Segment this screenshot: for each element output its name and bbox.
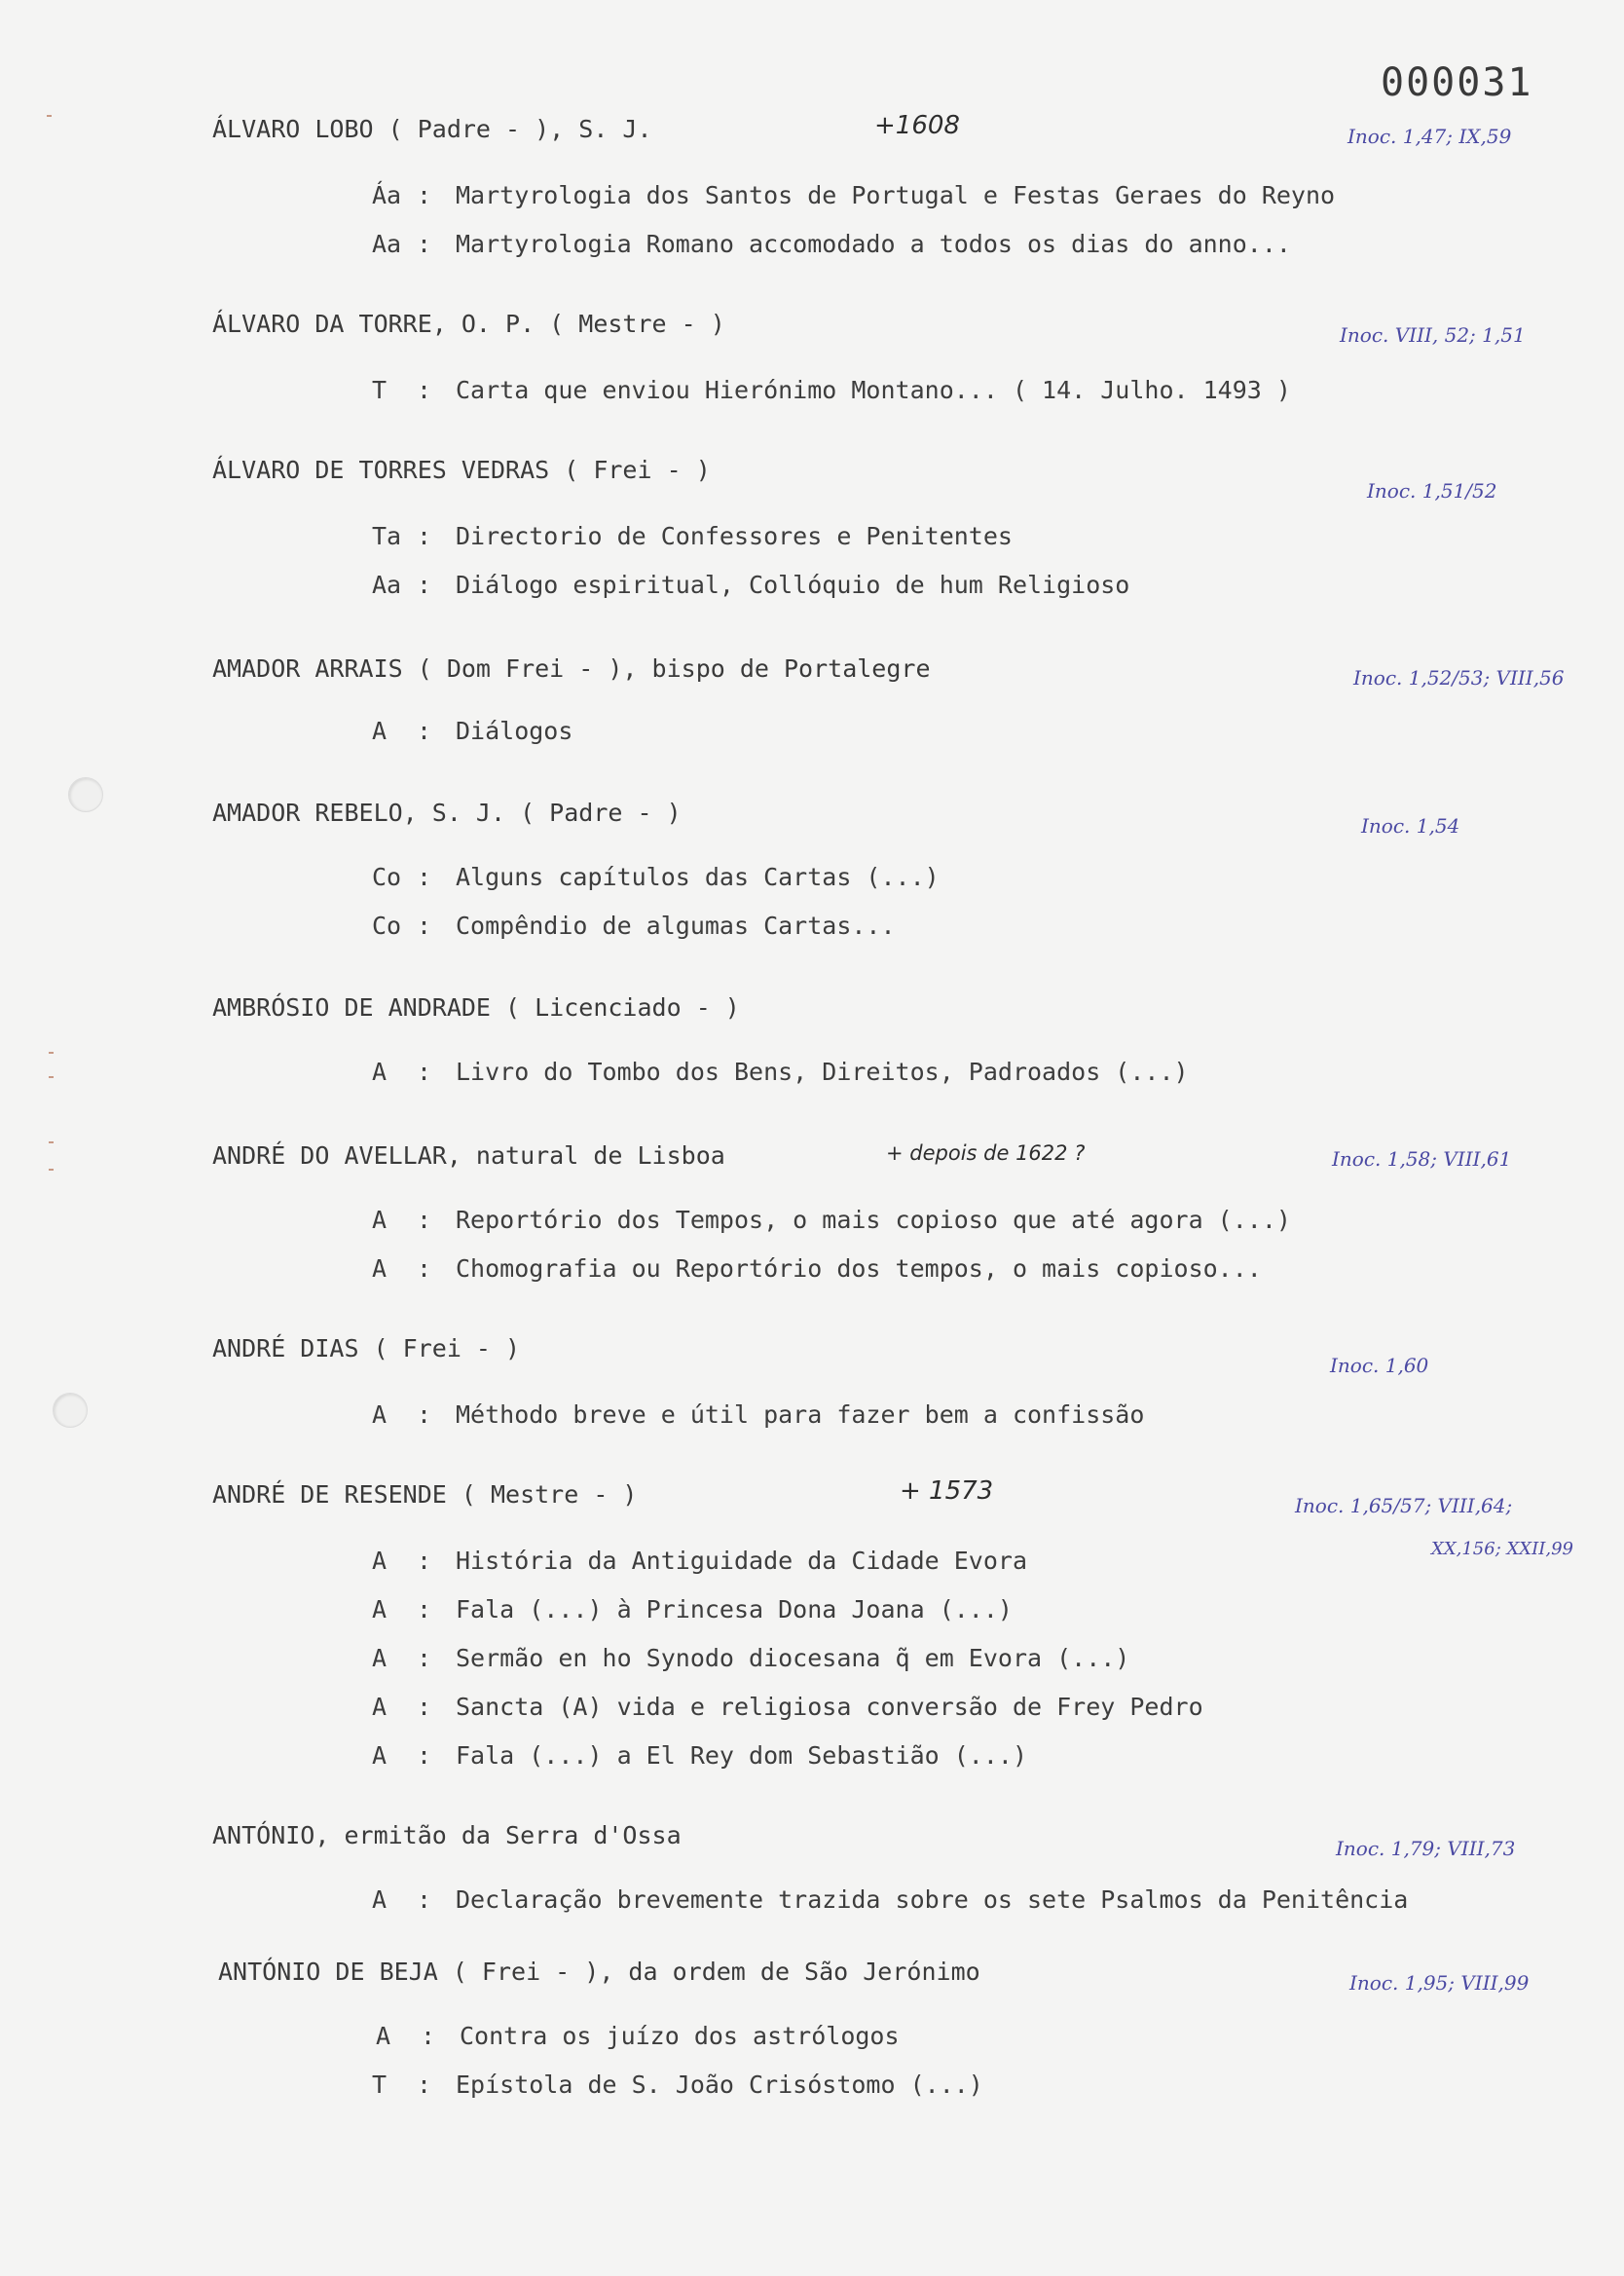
work-title: Directorio de Confessores e Penitentes [456, 522, 1013, 550]
author-heading: ANTÓNIO DE BEJA ( Frei - ), da ordem de São Jerónimo [218, 1958, 980, 1986]
work-code: A [372, 1254, 388, 1283]
margin-mark [49, 1076, 54, 1078]
author-heading: ANDRÉ DO AVELLAR, natural de Lisboa [212, 1141, 725, 1170]
inventory-reference: Inoc. 1,60 [1330, 1354, 1429, 1377]
punch-hole-bottom [53, 1393, 88, 1428]
work-line: Co : Compêndio de algumas Cartas... [372, 912, 896, 940]
work-code: Ta [372, 522, 402, 550]
work-code: A [372, 1693, 388, 1721]
death-annotation: + depois de 1622 ? [886, 1141, 1086, 1165]
margin-mark [47, 115, 52, 117]
work-line: A : Chomografia ou Reportório dos tempos, o mais copioso... [372, 1254, 1262, 1283]
work-line: A : Contra os juízo dos astrólogos [376, 2022, 900, 2050]
work-title: Fala (...) à Princesa Dona Joana (...) [456, 1595, 1013, 1623]
author-heading: AMADOR ARRAIS ( Dom Frei - ), bispo de Portalegre [212, 654, 931, 683]
work-line: T : Epístola de S. João Crisóstomo (...) [372, 2071, 983, 2099]
page-number: 000031 [1381, 60, 1533, 105]
work-title: Livro do Tombo dos Bens, Direitos, Padroados (...) [456, 1058, 1189, 1086]
work-line: A : Reportório dos Tempos, o mais copioso que até agora (...) [372, 1206, 1291, 1234]
work-title: Martyrologia Romano accomodado a todos os dias do anno... [456, 230, 1291, 258]
work-code: A [372, 1400, 388, 1429]
work-code: A [372, 1547, 388, 1575]
work-line: A : Sermão en ho Synodo diocesana q̃ em Evora (...) [372, 1644, 1130, 1672]
work-title: Méthodo breve e útil para fazer bem a confissão [456, 1400, 1145, 1429]
inventory-reference: Inoc. 1,54 [1361, 814, 1460, 838]
author-heading: ÁLVARO DA TORRE, O. P. ( Mestre - ) [212, 310, 725, 338]
author-heading: ANDRÉ DE RESENDE ( Mestre - ) [212, 1480, 638, 1509]
inventory-reference: Inoc. VIII, 52; 1,51 [1340, 323, 1526, 347]
work-title: História da Antiguidade da Cidade Evora [456, 1547, 1027, 1575]
author-heading: ÁLVARO LOBO ( Padre - ), S. J. [212, 115, 652, 143]
work-line: A : Diálogos [372, 717, 573, 745]
work-line: A : Fala (...) a El Rey dom Sebastião (...) [372, 1741, 1027, 1770]
author-heading: AMADOR REBELO, S. J. ( Padre - ) [212, 799, 682, 827]
work-line: A : Méthodo breve e útil para fazer bem a confissão [372, 1400, 1145, 1429]
work-code: T [372, 2071, 388, 2099]
work-title: Carta que enviou Hierónimo Montano... ( 14. Julho. 1493 ) [456, 376, 1291, 404]
work-code: A [372, 1206, 388, 1234]
death-annotation: + 1573 [900, 1476, 994, 1506]
margin-mark [49, 1052, 54, 1054]
inventory-reference: Inoc. 1,58; VIII,61 [1332, 1147, 1512, 1171]
inventory-reference: Inoc. 1,51/52 [1367, 479, 1497, 503]
work-code: A [372, 1741, 388, 1770]
work-code: Co [372, 863, 402, 891]
work-line: T : Carta que enviou Hierónimo Montano... ( 14. Julho. 1493 ) [372, 376, 1291, 404]
inventory-reference: Inoc. 1,52/53; VIII,56 [1353, 666, 1565, 690]
work-title: Fala (...) a El Rey dom Sebastião (...) [456, 1741, 1027, 1770]
work-title: Diálogo espiritual, Collóquio de hum Religioso [456, 571, 1130, 599]
work-line: A : Sancta (A) vida e religiosa conversão de Frey Pedro [372, 1693, 1203, 1721]
work-title: Chomografia ou Reportório dos tempos, o mais copioso... [456, 1254, 1262, 1283]
margin-mark [49, 1141, 54, 1143]
inventory-reference: Inoc. 1,95; VIII,99 [1349, 1971, 1530, 1995]
work-code: A [376, 2022, 391, 2050]
work-code: A [372, 1058, 388, 1086]
work-title: Martyrologia dos Santos de Portugal e Festas Geraes do Reyno [456, 181, 1336, 209]
work-title: Epístola de S. João Crisóstomo (...) [456, 2071, 983, 2099]
inventory-reference: Inoc. 1,79; VIII,73 [1336, 1837, 1516, 1860]
work-title: Sermão en ho Synodo diocesana q̃ em Evora (...) [456, 1644, 1130, 1672]
inventory-reference-continued: XX,156; XXII,99 [1431, 1539, 1573, 1559]
work-line: A : Fala (...) à Princesa Dona Joana (...) [372, 1595, 1013, 1623]
work-title: Diálogos [456, 717, 573, 745]
work-code: Áa [372, 181, 402, 209]
work-title: Alguns capítulos das Cartas (...) [456, 863, 940, 891]
work-line: A : História da Antiguidade da Cidade Evora [372, 1547, 1027, 1575]
author-heading: AMBRÓSIO DE ANDRADE ( Licenciado - ) [212, 993, 740, 1022]
work-code: A [372, 717, 388, 745]
death-annotation: +1608 [874, 111, 960, 140]
author-heading: ANDRÉ DIAS ( Frei - ) [212, 1334, 521, 1362]
work-line: Aa : Martyrologia Romano accomodado a todos os dias do anno... [372, 230, 1291, 258]
work-line: A : Declaração brevemente trazida sobre os sete Psalmos da Penitência [372, 1885, 1409, 1914]
author-heading: ANTÓNIO, ermitão da Serra d'Ossa [212, 1821, 682, 1849]
work-title: Contra os juízo dos astrólogos [460, 2022, 900, 2050]
work-line: Aa : Diálogo espiritual, Collóquio de hum Religioso [372, 571, 1130, 599]
work-code: Aa [372, 571, 402, 599]
work-code: A [372, 1885, 388, 1914]
author-heading: ÁLVARO DE TORRES VEDRAS ( Frei - ) [212, 456, 711, 484]
work-code: A [372, 1595, 388, 1623]
inventory-reference: Inoc. 1,65/57; VIII,64; [1295, 1494, 1513, 1517]
work-code: T [372, 376, 388, 404]
work-line: A : Livro do Tombo dos Bens, Direitos, Padroados (...) [372, 1058, 1189, 1086]
work-code: Co [372, 912, 402, 940]
work-title: Sancta (A) vida e religiosa conversão de Frey Pedro [456, 1693, 1203, 1721]
work-code: A [372, 1644, 388, 1672]
margin-mark [49, 1169, 54, 1171]
work-line: Ta : Directorio de Confessores e Penitentes [372, 522, 1013, 550]
inventory-reference: Inoc. 1,47; IX,59 [1347, 125, 1512, 148]
work-title: Compêndio de algumas Cartas... [456, 912, 896, 940]
work-title: Declaração brevemente trazida sobre os sete Psalmos da Penitência [456, 1885, 1409, 1914]
punch-hole-top [68, 777, 103, 812]
work-code: Aa [372, 230, 402, 258]
work-line: Co : Alguns capítulos das Cartas (...) [372, 863, 940, 891]
work-line: Áa : Martyrologia dos Santos de Portugal e Festas Geraes do Reyno [372, 181, 1336, 209]
work-title: Reportório dos Tempos, o mais copioso que até agora (...) [456, 1206, 1291, 1234]
